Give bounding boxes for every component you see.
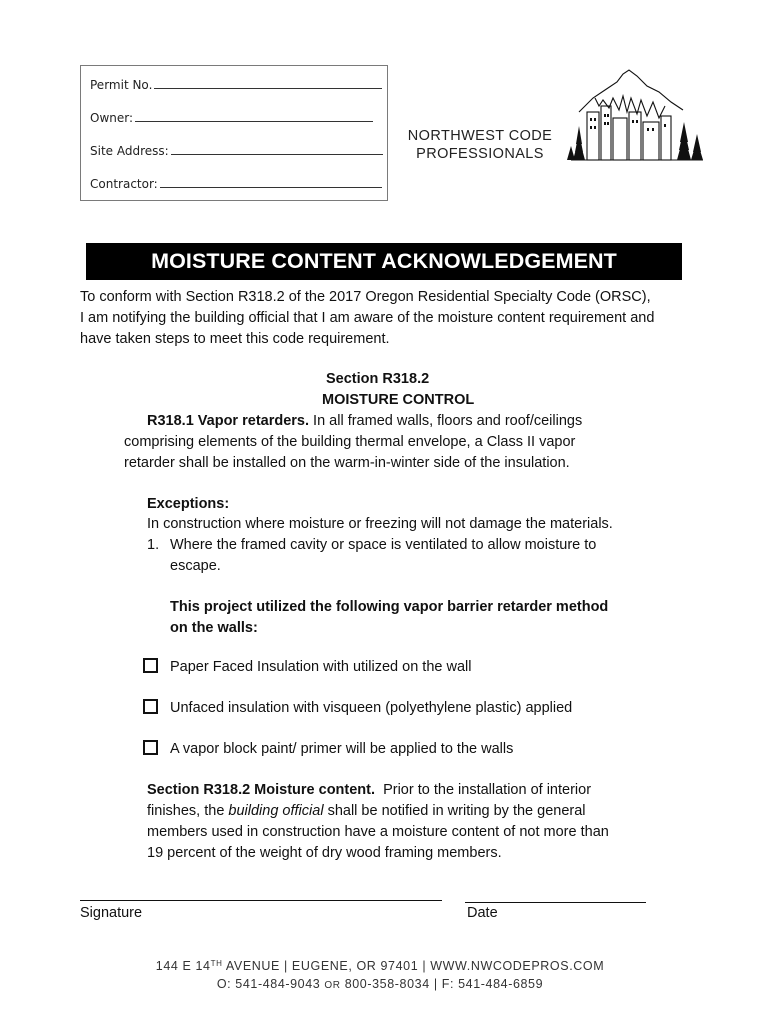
permit-number-line[interactable] — [154, 77, 382, 89]
exception-item-line: Where the framed cavity or space is ventilated to allow moisture to — [170, 537, 597, 553]
option-label: A vapor block paint/ primer will be applied to the walls — [170, 741, 514, 757]
contractor-line[interactable] — [160, 176, 382, 188]
permit-info-box — [80, 65, 388, 201]
footer-phone-text: O: 541-484-9043 — [216, 977, 325, 991]
exception-item-line: escape. — [170, 558, 221, 574]
r3182-bold: Section R318.2 Moisture content. — [147, 782, 376, 798]
option-checkbox[interactable] — [143, 699, 158, 714]
r3181-line: comprising elements of the building thermal envelope, a Class II vapor — [124, 434, 576, 450]
r3182-line — [147, 801, 586, 822]
intro-line: To conform with Section R318.2 of the 2017 Oregon Residential Specialty Code (ORSC), — [80, 289, 651, 305]
section-subheading: MOISTURE CONTROL — [322, 392, 475, 408]
mountain-trees-logo-icon — [565, 68, 707, 168]
intro-paragraph — [80, 287, 654, 350]
r3181-line — [147, 411, 582, 432]
option-checkbox[interactable] — [143, 658, 158, 673]
r3182-line — [147, 780, 591, 801]
footer-contact — [0, 955, 760, 995]
footer-phone-text: 800-358-8034 | F: 541-484-6859 — [340, 977, 544, 991]
r3181-text: In all framed walls, floors and roof/ceilings — [309, 413, 583, 429]
permit-number-field[interactable] — [90, 77, 382, 92]
contractor-label: Contractor: — [90, 177, 158, 191]
contractor-field[interactable] — [90, 176, 382, 191]
exceptions-heading: Exceptions: — [147, 496, 230, 512]
site-address-label: Site Address: — [90, 144, 169, 158]
footer-address-line — [0, 955, 760, 975]
intro-line: I am notifying the building official that I am aware of the moisture content requirement and — [80, 310, 655, 326]
site-address-line[interactable] — [171, 143, 383, 155]
footer-or: OR — [324, 980, 341, 991]
site-address-field[interactable] — [90, 143, 383, 158]
option-checkbox[interactable] — [143, 740, 158, 755]
company-logo-text — [392, 127, 568, 163]
r3182-text: shall be notified in writing by the general — [323, 803, 586, 819]
exception-item-number: 1. — [147, 537, 160, 553]
owner-label: Owner: — [90, 111, 134, 125]
document-title: MOISTURE CONTENT ACKNOWLEDGEMENT — [86, 243, 682, 280]
permit-number-label: Permit No. — [90, 78, 153, 92]
footer-phone-line — [0, 975, 760, 995]
option-label: Unfaced insulation with visqueen (polyethylene plastic) applied — [170, 700, 573, 716]
r3182-text: finishes, the — [147, 803, 229, 819]
method-line: on the walls: — [170, 620, 258, 636]
option-label: Paper Faced Insulation with utilized on the wall — [170, 659, 472, 675]
logo-line-1: NORTHWEST CODE — [407, 128, 553, 144]
intro-line: have taken steps to meet this code requirement. — [80, 331, 390, 347]
footer-sup: TH — [210, 959, 223, 968]
method-line: This project utilized the following vapor barrier retarder method — [170, 599, 609, 615]
r3181-bold: R318.1 Vapor retarders. — [147, 413, 310, 429]
signature-label: Signature — [80, 905, 143, 921]
signature-line[interactable] — [80, 900, 442, 901]
footer-address-text: AVENUE | EUGENE, OR 97401 | WWW.NWCODEPROS.COM — [222, 959, 605, 973]
footer-address-text: 144 E 14 — [155, 959, 211, 973]
exceptions-line: In construction where moisture or freezing will not damage the materials. — [147, 516, 613, 532]
logo-line-2: PROFESSIONALS — [416, 146, 544, 162]
r3182-line: 19 percent of the weight of dry wood framing members. — [147, 845, 502, 861]
date-label: Date — [467, 905, 498, 921]
owner-line[interactable] — [135, 110, 373, 122]
section-heading: Section R318.2 — [326, 371, 430, 387]
r3182-line: members used in construction have a moisture content of not more than — [147, 824, 609, 840]
r3182-text: Prior to the installation of interior — [375, 782, 592, 798]
r3181-line: retarder shall be installed on the warm-in-winter side of the insulation. — [124, 455, 570, 471]
r3182-italic: building official — [228, 803, 324, 819]
owner-field[interactable] — [90, 110, 373, 125]
